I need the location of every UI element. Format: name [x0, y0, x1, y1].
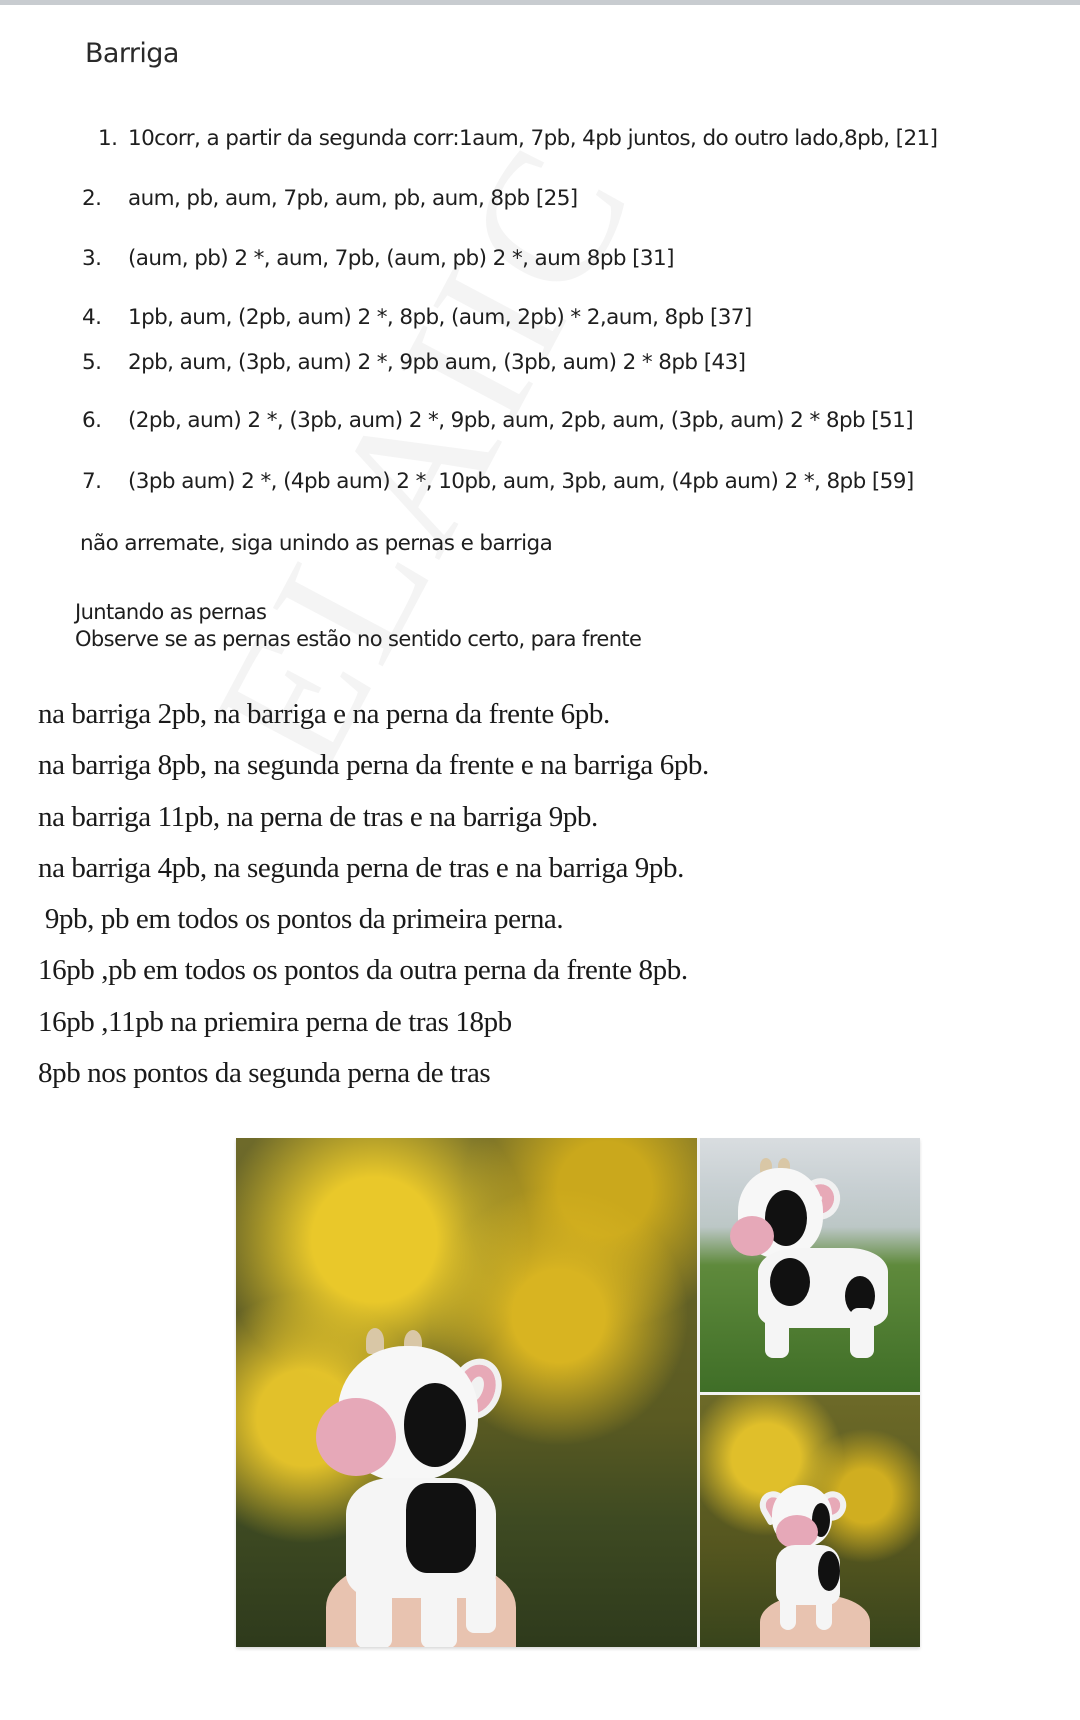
joining-title: Juntando as pernas — [75, 600, 267, 624]
round-text: (2pb, aum) 2 *, (3pb, aum) 2 *, 9pb, aum, 2pb, aum, (3pb, aum) 2 * 8pb [51] — [128, 408, 914, 433]
finishing-note: não arremate, siga unindo as pernas e barriga — [80, 531, 553, 556]
round-text: (aum, pb) 2 *, aum, 7pb, (aum, pb) 2 *, aum 8pb [31] — [128, 246, 674, 271]
round-text: (3pb aum) 2 *, (4pb aum) 2 *, 10pb, aum, 3pb, aum, (4pb aum) 2 *, 8pb [59] — [128, 469, 914, 494]
joining-step: na barriga 8pb, na segunda perna da frente e na barriga 6pb. — [38, 749, 709, 782]
round-number: 7. — [82, 469, 102, 494]
round-number: 1. — [98, 126, 118, 151]
photo-collage — [236, 1138, 920, 1647]
round-text: aum, pb, aum, 7pb, aum, pb, aum, 8pb [25] — [128, 186, 578, 211]
top-bar — [0, 0, 1080, 5]
joining-instruction: Observe se as pernas estão no sentido certo, para frente — [75, 627, 642, 651]
photo-cow-by-lake — [700, 1138, 920, 1392]
joining-step: na barriga 2pb, na barriga e na perna da frente 6pb. — [38, 698, 610, 730]
joining-step: 16pb ,pb em todos os pontos da outra perna da frente 8pb. — [38, 954, 688, 987]
round-number: 3. — [82, 246, 102, 271]
round-number: 2. — [82, 186, 102, 211]
round-number: 5. — [82, 350, 102, 375]
round-text: 10corr, a partir da segunda corr:1aum, 7pb, 4pb juntos, do outro lado,8pb, [21] — [128, 126, 938, 151]
joining-step: na barriga 4pb, na segunda perna de tras e na barriga 9pb. — [38, 851, 684, 884]
round-number: 6. — [82, 408, 102, 433]
joining-step: 8pb nos pontos da segunda perna de tras — [38, 1057, 491, 1090]
section-title: Barriga — [85, 38, 179, 69]
joining-steps — [38, 689, 709, 1099]
photo-cow-small-flowers — [700, 1395, 920, 1647]
joining-step: 16pb ,11pb na priemira perna de tras 18pb — [38, 1005, 512, 1038]
joining-step: na barriga 11pb, na perna de tras e na barriga 9pb. — [38, 800, 598, 833]
photo-cow-held-yellow-flowers — [236, 1138, 697, 1647]
round-number: 4. — [82, 305, 102, 330]
joining-step: 9pb, pb em todos os pontos da primeira perna. — [38, 903, 564, 936]
round-text: 2pb, aum, (3pb, aum) 2 *, 9pb aum, (3pb, aum) 2 * 8pb [43] — [128, 350, 746, 375]
round-text: 1pb, aum, (2pb, aum) 2 *, 8pb, (aum, 2pb) * 2,aum, 8pb [37] — [128, 305, 752, 330]
